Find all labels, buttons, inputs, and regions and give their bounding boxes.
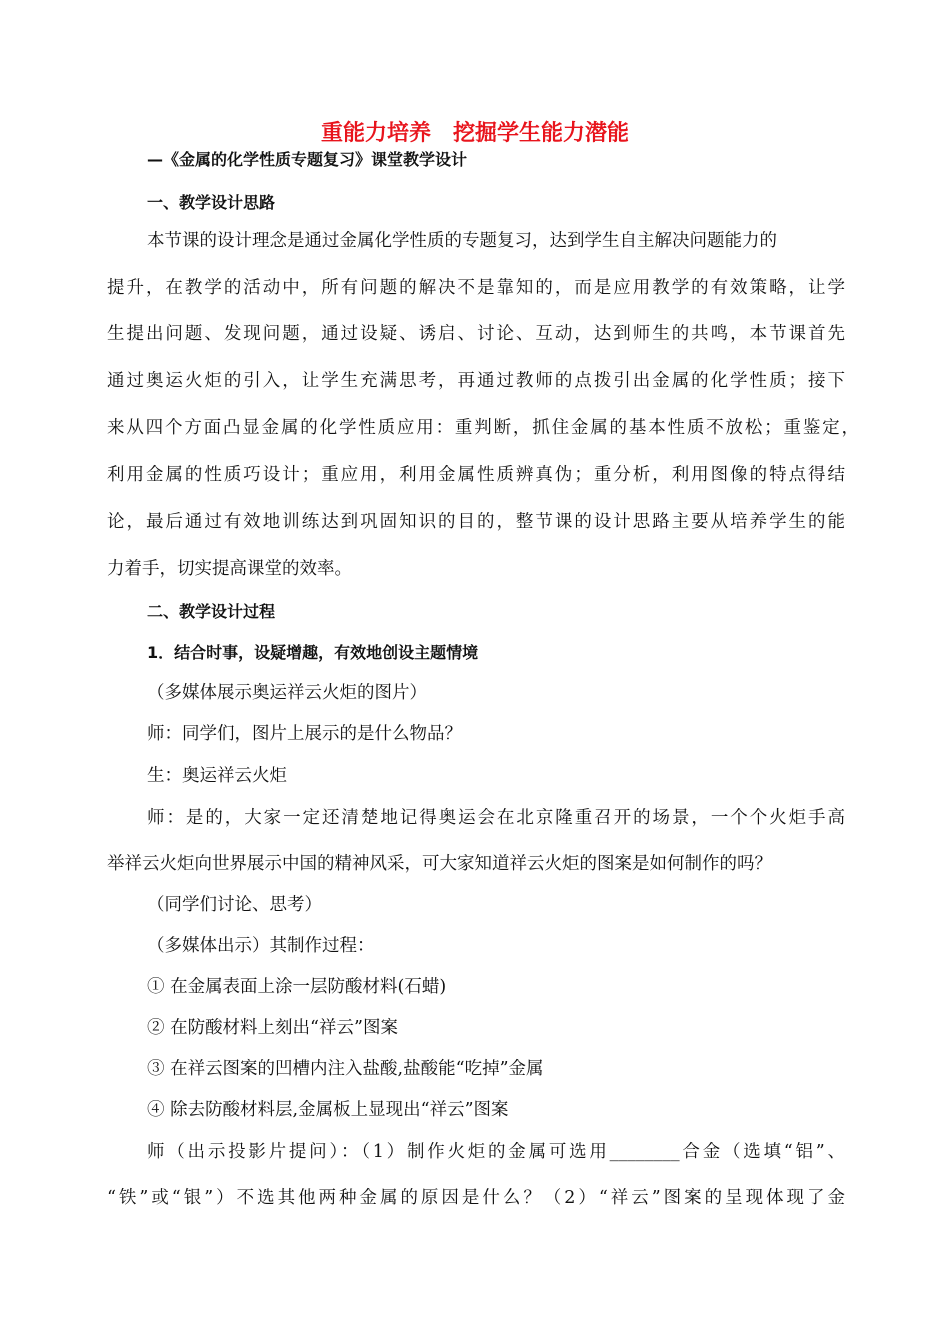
list-item: ② 在防酸材料上刻出“祥云”图案 (147, 1018, 398, 1038)
paragraph-line: （多媒体展示奥运祥云火炬的图片） (147, 683, 427, 703)
paragraph-line: 来从四个方面凸显金属的化学性质应用：重判断，抓住金属的基本性质不放松；重鉴定， (107, 418, 859, 438)
paragraph-line: 举祥云火炬向世界展示中国的精神风采，可大家知道祥云火炬的图案是如何制作的吗？ (107, 854, 772, 874)
paragraph-line: 生提出问题、发现问题，通过设疑、诱启、讨论、互动，达到师生的共鸣，本节课首先 (107, 324, 845, 344)
document-subtitle: —《金属的化学性质专题复习》课堂教学设计 (147, 150, 468, 169)
paragraph-line: 师（出示投影片提问）：（1）制作火炬的金属可选用________合金（选填“铝”、 (147, 1142, 845, 1162)
paragraph-line: 论，最后通过有效地训练达到巩固知识的目的，整节课的设计思路主要从培养学生的能 (107, 512, 845, 532)
paragraph-line: 提升，在教学的活动中，所有问题的解决不是靠知的，而是应用教学的有效策略，让学 (107, 278, 845, 298)
paragraph-line: 通过奥运火炬的引入，让学生充满思考，再通过教师的点拨引出金属的化学性质；接下 (107, 371, 845, 391)
paragraph-line: “铁”或“银”）不选其他两种金属的原因是什么？（2）“祥云”图案的呈现体现了金 (107, 1188, 845, 1208)
list-item: ③ 在祥云图案的凹槽内注入盐酸,盐酸能“吃掉”金属 (147, 1059, 544, 1079)
document-title: 重能力培养 挖掘学生能力潜能 (320, 121, 629, 146)
paragraph-line: 师：是的，大家一定还清楚地记得奥运会在北京隆重召开的场景，一个个火炬手高 (147, 808, 845, 828)
list-item: ④ 除去防酸材料层,金属板上显现出“祥云”图案 (147, 1100, 509, 1120)
paragraph-line: 本节课的设计理念是通过金属化学性质的专题复习，达到学生自主解决问题能力的 (147, 231, 777, 251)
paragraph-line: （同学们讨论、思考） (147, 895, 322, 915)
paragraph-line: 师：同学们，图片上展示的是什么物品？ (147, 724, 462, 744)
paragraph-line: 生：奥运祥云火炬 (147, 766, 287, 786)
subsection-heading-1: 1．结合时事，设疑增趣，有效地创设主题情境 (147, 643, 479, 662)
paragraph-line: 利用金属的性质巧设计；重应用，利用金属性质辨真伪；重分析，利用图像的特点得结 (107, 465, 845, 485)
section-heading-design-idea: 一、教学设计思路 (147, 193, 276, 212)
section-heading-design-process: 二、教学设计过程 (147, 602, 276, 621)
paragraph-line: （多媒体出示）其制作过程： (147, 936, 375, 956)
list-item: ① 在金属表面上涂一层防酸材料(石蜡) (147, 977, 447, 997)
paragraph-line: 力着手，切实提高课堂的效率。 (107, 559, 352, 579)
